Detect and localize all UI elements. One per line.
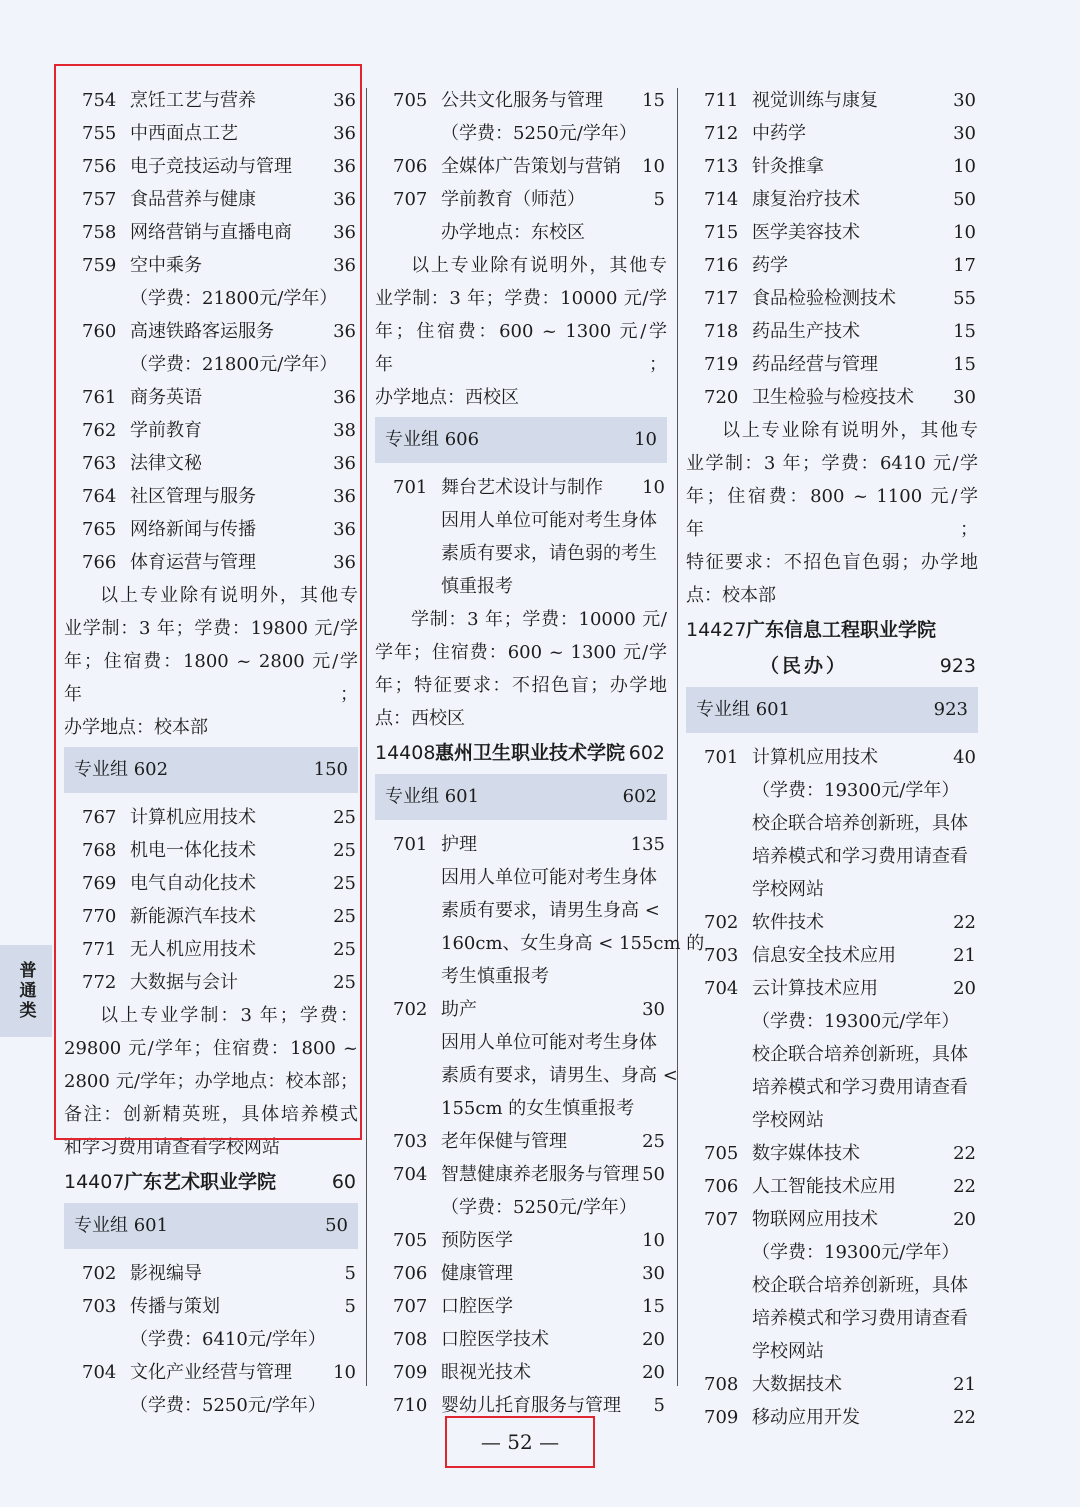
major-quota: 36	[333, 222, 356, 243]
major-row	[375, 1356, 667, 1389]
program-note-line: 学制：3 年；学费：10000 元/	[411, 609, 667, 630]
major-code: 761	[82, 387, 117, 408]
major-code: 709	[393, 1362, 428, 1383]
major-name: 人工智能技术应用	[752, 1176, 896, 1197]
major-name: 机电一体化技术	[130, 840, 256, 861]
major-note: 素质有要求，请色弱的考生	[441, 543, 657, 564]
major-quota: 36	[333, 519, 356, 540]
major-quota: 25	[333, 939, 356, 960]
major-name: 软件技术	[752, 912, 824, 933]
school-quota: 60	[331, 1171, 356, 1193]
major-name: 数字媒体技术	[752, 1143, 860, 1164]
major-quota: 30	[953, 123, 976, 144]
major-name: 移动应用开发	[752, 1407, 860, 1428]
major-code: 713	[704, 156, 739, 177]
major-quota: 5	[653, 1395, 665, 1416]
major-row	[686, 1203, 978, 1236]
program-note-line: 点：校本部	[686, 585, 776, 606]
major-code: 701	[393, 477, 428, 498]
program-note-line: 以上专业除有说明外，其他专	[100, 585, 358, 606]
major-note: 学校网站	[752, 1341, 824, 1362]
major-quota: 15	[953, 354, 976, 375]
major-row	[686, 1137, 978, 1170]
group-quota: 50	[325, 1215, 348, 1236]
major-note: 因用人单位可能对考生身体	[441, 510, 657, 531]
major-quota: 30	[642, 1263, 665, 1284]
major-code: 701	[704, 747, 739, 768]
group-label: 专业组 606	[385, 429, 480, 450]
major-name: 烹饪工艺与营养	[130, 90, 256, 111]
school-name: 广东艺术职业学院	[124, 1171, 277, 1193]
major-quota: 36	[333, 189, 356, 210]
major-name: 学前教育（师范）	[441, 189, 585, 210]
school-code: 14408	[375, 742, 436, 764]
major-note: （学费：5250元/学年）	[130, 1395, 326, 1416]
major-quota: 22	[953, 912, 976, 933]
major-code: 701	[393, 834, 428, 855]
major-name: 药品经营与管理	[752, 354, 878, 375]
major-code: 717	[704, 288, 739, 309]
major-quota: 5	[344, 1263, 356, 1284]
major-quota: 20	[953, 978, 976, 999]
major-code: 703	[393, 1131, 428, 1152]
major-row	[686, 348, 978, 381]
major-quota: 36	[333, 123, 356, 144]
major-name: 电气自动化技术	[130, 873, 256, 894]
major-code: 711	[704, 90, 739, 111]
major-code: 709	[704, 1407, 739, 1428]
major-row	[686, 906, 978, 939]
major-name: 计算机应用技术	[752, 747, 878, 768]
major-name: 大数据与会计	[130, 972, 238, 993]
major-note: 校企联合培养创新班，具体	[752, 1275, 968, 1296]
program-note-line: 办学地点：西校区	[375, 387, 519, 408]
major-name: 婴幼儿托育服务与管理	[441, 1395, 621, 1416]
major-row	[686, 741, 978, 774]
major-code: 769	[82, 873, 117, 894]
major-quota: 30	[953, 90, 976, 111]
major-name: 物联网应用技术	[752, 1209, 878, 1230]
major-note: 办学地点：东校区	[441, 222, 585, 243]
major-code: 772	[82, 972, 117, 993]
major-quota: 36	[333, 321, 356, 342]
major-quota: 10	[642, 156, 665, 177]
major-quota: 21	[953, 945, 976, 966]
school-code: 14407	[64, 1171, 125, 1193]
major-name: 新能源汽车技术	[130, 906, 256, 927]
major-name: 法律文秘	[130, 453, 202, 474]
program-note-line: 业学制：3 年；学费：10000 元/学	[375, 288, 667, 309]
school-quota: 602	[628, 742, 665, 764]
major-name: 食品营养与健康	[130, 189, 256, 210]
major-note: （学费：19300元/学年）	[752, 780, 960, 801]
major-row	[686, 183, 978, 216]
major-code: 710	[393, 1395, 428, 1416]
group-quota: 10	[634, 429, 657, 450]
major-name: 传播与策划	[130, 1296, 220, 1317]
major-note: （学费：5250元/学年）	[441, 123, 637, 144]
major-note: 培养模式和学习费用请查看	[752, 846, 968, 867]
major-row	[375, 993, 667, 1026]
major-note: 培养模式和学习费用请查看	[752, 1077, 968, 1098]
program-notes	[375, 249, 667, 414]
major-code: 706	[393, 1263, 428, 1284]
major-code: 704	[704, 978, 739, 999]
major-code: 764	[82, 486, 117, 507]
major-name: 针灸推拿	[752, 156, 824, 177]
major-code: 765	[82, 519, 117, 540]
major-quota: 36	[333, 552, 356, 573]
program-note-line: 学年；住宿费：600 ~ 1300 元/学	[375, 642, 667, 663]
major-row	[375, 828, 667, 861]
major-name: 文化产业经营与管理	[130, 1362, 292, 1383]
group-label: 专业组 602	[74, 759, 169, 780]
major-quota: 50	[953, 189, 976, 210]
major-quota: 15	[642, 1296, 665, 1317]
school-header	[686, 612, 978, 648]
major-quota: 10	[953, 156, 976, 177]
major-quota: 25	[642, 1131, 665, 1152]
major-code: 708	[393, 1329, 428, 1350]
column-divider-2	[677, 88, 678, 1386]
school-quota: 923	[939, 655, 976, 677]
major-name: 网络营销与直播电商	[130, 222, 292, 243]
major-name: 预防医学	[441, 1230, 513, 1251]
major-quota: 5	[653, 189, 665, 210]
major-quota: 22	[953, 1143, 976, 1164]
major-row	[64, 1290, 358, 1323]
major-row	[64, 1356, 358, 1389]
major-code: 767	[82, 807, 117, 828]
major-quota: 36	[333, 156, 356, 177]
highlight-box-page-number	[445, 1416, 595, 1468]
major-note: 学校网站	[752, 1110, 824, 1131]
program-note-line: 29800 元/学年；住宿费：1800 ~	[64, 1038, 358, 1059]
major-quota: 22	[953, 1407, 976, 1428]
major-quota: 50	[642, 1164, 665, 1185]
side-category-tab: 普通类	[0, 945, 52, 1037]
major-quota: 21	[953, 1374, 976, 1395]
major-code: 707	[393, 1296, 428, 1317]
program-note-line: 以上专业学制：3 年；学费：	[100, 1005, 358, 1026]
major-note: （学费：21800元/学年）	[130, 354, 338, 375]
major-row	[686, 315, 978, 348]
major-note: 因用人单位可能对考生身体	[441, 1032, 657, 1053]
major-name: 空中乘务	[130, 255, 202, 276]
group-quota: 602	[622, 786, 657, 807]
major-note: 慎重报考	[441, 576, 513, 597]
group-header	[64, 1203, 358, 1249]
major-code: 771	[82, 939, 117, 960]
major-code: 714	[704, 189, 739, 210]
major-note: 155cm 的女生慎重报考	[441, 1098, 635, 1119]
major-code: 706	[393, 156, 428, 177]
major-row	[64, 1257, 358, 1290]
page-number: — 52 —	[480, 1430, 560, 1454]
major-name: 助产	[441, 999, 477, 1020]
major-code: 705	[704, 1143, 739, 1164]
column-divider-1	[366, 88, 367, 1386]
major-quota: 36	[333, 486, 356, 507]
major-code: 757	[82, 189, 117, 210]
major-quota: 15	[642, 90, 665, 111]
column-3	[686, 84, 978, 1434]
major-quota: 10	[642, 477, 665, 498]
major-quota: 20	[642, 1362, 665, 1383]
program-note-line: 备注：创新精英班，具体培养模式	[64, 1104, 358, 1125]
column-2	[375, 84, 705, 1422]
school-name: 广东信息工程职业学院	[746, 619, 937, 641]
major-quota: 10	[333, 1362, 356, 1383]
major-quota: 25	[333, 972, 356, 993]
major-code: 715	[704, 222, 739, 243]
major-name: 高速铁路客运服务	[130, 321, 274, 342]
major-name: 中西面点工艺	[130, 123, 238, 144]
major-name: 全媒体广告策划与营销	[441, 156, 621, 177]
major-name: 电子竞技运动与管理	[130, 156, 292, 177]
major-code: 703	[82, 1296, 117, 1317]
major-name: 网络新闻与传播	[130, 519, 256, 540]
major-name: 舞台艺术设计与制作	[441, 477, 603, 498]
major-code: 702	[393, 999, 428, 1020]
major-code: 754	[82, 90, 117, 111]
program-note-line: 年；特征要求：不招色盲；办学地	[375, 675, 667, 696]
major-row	[686, 972, 978, 1005]
major-quota: 5	[344, 1296, 356, 1317]
major-note: （学费：21800元/学年）	[130, 288, 338, 309]
major-code: 768	[82, 840, 117, 861]
major-code: 712	[704, 123, 739, 144]
major-quota: 30	[642, 999, 665, 1020]
major-row	[375, 471, 667, 504]
major-name: 医学美容技术	[752, 222, 860, 243]
major-quota: 17	[953, 255, 976, 276]
major-row	[686, 381, 978, 414]
highlight-box-column-1	[54, 64, 362, 1140]
major-code: 704	[393, 1164, 428, 1185]
major-row	[686, 216, 978, 249]
major-name: 公共文化服务与管理	[441, 90, 603, 111]
major-note: 校企联合培养创新班，具体	[752, 813, 968, 834]
major-name: 健康管理	[441, 1263, 513, 1284]
major-name: 康复治疗技术	[752, 189, 860, 210]
major-note: （学费：19300元/学年）	[752, 1242, 960, 1263]
major-code: 755	[82, 123, 117, 144]
major-name: 口腔医学	[441, 1296, 513, 1317]
program-notes	[686, 414, 978, 612]
major-code: 706	[704, 1176, 739, 1197]
major-name: 计算机应用技术	[130, 807, 256, 828]
major-code: 762	[82, 420, 117, 441]
major-note: 素质有要求，请男生、身高 <	[441, 1065, 678, 1086]
major-name: 口腔医学技术	[441, 1329, 549, 1350]
major-note: 培养模式和学习费用请查看	[752, 1308, 968, 1329]
major-row	[686, 150, 978, 183]
major-code: 716	[704, 255, 739, 276]
major-quota: 135	[630, 834, 665, 855]
major-name: 影视编导	[130, 1263, 202, 1284]
program-note-line: 年；住宿费：1800 ~ 2800 元/学年；	[64, 651, 358, 705]
major-row	[375, 150, 667, 183]
major-quota: 20	[953, 1209, 976, 1230]
major-note: 考生慎重报考	[441, 966, 549, 987]
major-code: 720	[704, 387, 739, 408]
program-notes	[375, 603, 667, 735]
major-row	[686, 939, 978, 972]
program-note-line: 年；住宿费：800 ~ 1100 元/学年；	[686, 486, 978, 540]
major-name: 云计算技术应用	[752, 978, 878, 999]
major-note: 素质有要求，请男生身高 <	[441, 900, 660, 921]
major-quota: 38	[333, 420, 356, 441]
major-row	[686, 1368, 978, 1401]
major-row	[686, 249, 978, 282]
program-note-line: 和学习费用请查看学校网站	[64, 1137, 280, 1158]
major-name: 体育运营与管理	[130, 552, 256, 573]
major-quota: 36	[333, 90, 356, 111]
school-name: 惠州卫生职业技术学院	[435, 742, 626, 764]
major-code: 703	[704, 945, 739, 966]
major-code: 756	[82, 156, 117, 177]
program-note-line: 2800 元/学年；办学地点：校本部；	[64, 1071, 358, 1092]
major-name: 食品检验检测技术	[752, 288, 896, 309]
major-name: 信息安全技术应用	[752, 945, 896, 966]
program-note-line: 年；住宿费：600 ~ 1300 元/学年；	[375, 321, 667, 375]
major-name: 老年保健与管理	[441, 1131, 567, 1152]
program-note-line: 以上专业除有说明外，其他专	[411, 255, 667, 276]
major-code: 760	[82, 321, 117, 342]
group-quota: 923	[933, 699, 968, 720]
school-code: 14427	[686, 619, 747, 641]
major-row	[375, 1323, 667, 1356]
major-name: 中药学	[752, 123, 806, 144]
major-row	[375, 183, 667, 216]
major-quota: 55	[953, 288, 976, 309]
major-code: 705	[393, 90, 428, 111]
major-row	[375, 1158, 667, 1191]
group-label: 专业组 601	[696, 699, 791, 720]
group-label: 专业组 601	[74, 1215, 169, 1236]
program-note-line: 点：西校区	[375, 708, 465, 729]
program-note-line: 特征要求：不招色盲色弱；办学地	[686, 552, 978, 573]
major-code: 770	[82, 906, 117, 927]
major-note: 学校网站	[752, 879, 824, 900]
group-header	[375, 774, 667, 820]
major-code: 708	[704, 1374, 739, 1395]
major-code: 758	[82, 222, 117, 243]
major-name: 卫生检验与检疫技术	[752, 387, 914, 408]
major-name: 大数据技术	[752, 1374, 842, 1395]
major-quota: 25	[333, 807, 356, 828]
major-quota: 15	[953, 321, 976, 342]
group-header	[375, 417, 667, 463]
program-note-line: 以上专业除有说明外，其他专	[722, 420, 978, 441]
major-row	[686, 84, 978, 117]
major-note: （学费：5250元/学年）	[441, 1197, 637, 1218]
major-quota: 40	[953, 747, 976, 768]
major-note: （学费：19300元/学年）	[752, 1011, 960, 1032]
major-code: 702	[82, 1263, 117, 1284]
school-header	[64, 1164, 358, 1200]
major-quota: 36	[333, 255, 356, 276]
major-name: 无人机应用技术	[130, 939, 256, 960]
major-name: 社区管理与服务	[130, 486, 256, 507]
major-row	[375, 1125, 667, 1158]
major-row	[686, 1170, 978, 1203]
major-name: 商务英语	[130, 387, 202, 408]
major-name: 眼视光技术	[441, 1362, 531, 1383]
major-name: 药学	[752, 255, 788, 276]
major-code: 702	[704, 912, 739, 933]
major-row	[375, 1290, 667, 1323]
group-label: 专业组 601	[385, 786, 480, 807]
major-name: 护理	[441, 834, 477, 855]
major-code: 719	[704, 354, 739, 375]
school-header-continued	[686, 648, 978, 684]
major-row	[375, 1224, 667, 1257]
major-note: 校企联合培养创新班，具体	[752, 1044, 968, 1065]
major-quota: 25	[333, 906, 356, 927]
major-row	[375, 1257, 667, 1290]
program-note-line: 办学地点：校本部	[64, 717, 208, 738]
major-name: 视觉训练与康复	[752, 90, 878, 111]
major-code: 707	[704, 1209, 739, 1230]
major-quota: 20	[642, 1329, 665, 1350]
major-row	[686, 282, 978, 315]
major-quota: 10	[953, 222, 976, 243]
group-header	[686, 687, 978, 733]
school-name-suffix: （民办）	[760, 655, 849, 677]
school-header	[375, 735, 667, 771]
major-quota: 36	[333, 387, 356, 408]
major-note: 因用人单位可能对考生身体	[441, 867, 657, 888]
major-code: 766	[82, 552, 117, 573]
major-code: 705	[393, 1230, 428, 1251]
major-quota: 25	[333, 840, 356, 861]
program-note-line: 业学制：3 年；学费：6410 元/学	[686, 453, 978, 474]
major-row	[686, 117, 978, 150]
major-code: 759	[82, 255, 117, 276]
major-note: 160cm、女生身高 < 155cm 的	[441, 933, 705, 954]
major-code: 707	[393, 189, 428, 210]
major-code: 704	[82, 1362, 117, 1383]
major-name: 智慧健康养老服务与管理	[441, 1164, 639, 1185]
major-quota: 36	[333, 453, 356, 474]
major-note: （学费：6410元/学年）	[130, 1329, 326, 1350]
program-note-line: 业学制：3 年；学费：19800 元/学	[64, 618, 358, 639]
major-quota: 22	[953, 1176, 976, 1197]
major-row	[375, 84, 667, 117]
major-quota: 30	[953, 387, 976, 408]
major-row	[686, 1401, 978, 1434]
major-name: 药品生产技术	[752, 321, 860, 342]
group-quota: 150	[313, 759, 348, 780]
major-quota: 25	[333, 873, 356, 894]
major-quota: 10	[642, 1230, 665, 1251]
major-name: 学前教育	[130, 420, 202, 441]
major-code: 718	[704, 321, 739, 342]
major-code: 763	[82, 453, 117, 474]
